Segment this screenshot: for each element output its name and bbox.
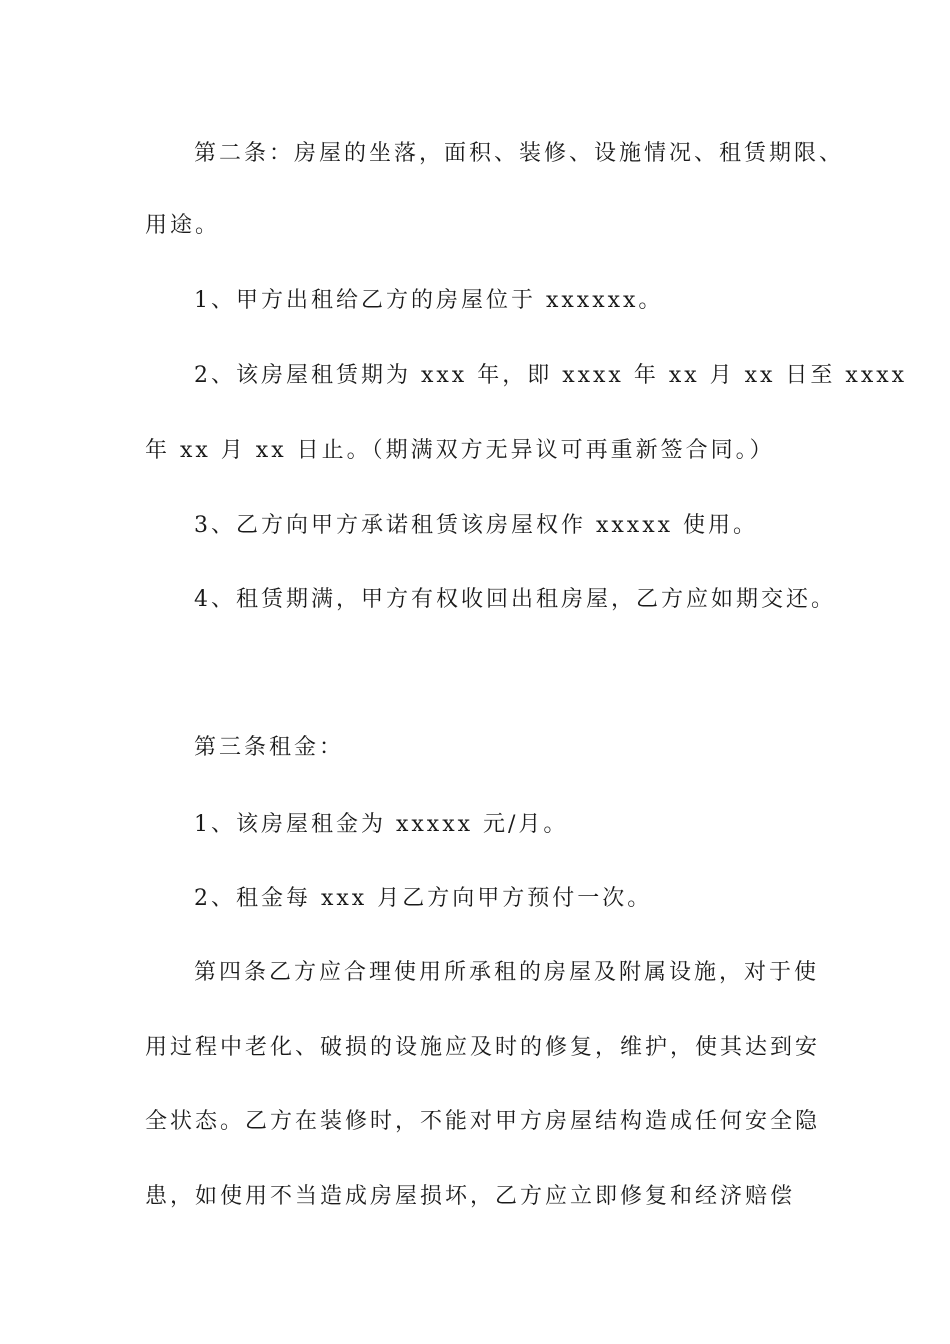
article2-item4: 4、租赁期满，甲方有权收回出租房屋，乙方应如期交还。 [194,587,836,612]
article2-item1: 1、甲方出租给乙方的房屋位于 xxxxxx。 [194,288,664,313]
article4-line3: 全状态。乙方在装修时，不能对甲方房屋结构造成任何安全隐 [145,1109,821,1134]
article3-item2: 2、租金每 xxx 月乙方向甲方预付一次。 [194,886,653,911]
article3-heading: 第三条租金： [194,735,345,760]
article2-item2-line1: 2、该房屋租赁期为 xxx 年，即 xxxx 年 xx 月 xx 日至 xxxx [194,363,908,388]
article4-line2: 用过程中老化、破损的设施应及时的修复，维护，使其达到安 [145,1035,821,1060]
article2-heading-line2: 用途。 [145,213,221,238]
article2-heading-line1: 第二条：房屋的坐落，面积、装修、设施情况、租赁期限、 [194,141,845,166]
article4-line1: 第四条乙方应合理使用所承租的房屋及附属设施，对于使 [194,960,820,985]
article3-item1: 1、该房屋租金为 xxxxx 元/月。 [194,812,569,837]
article2-item2-line2: 年 xx 月 xx 日止。（期满双方无异议可再重新签合同。） [145,438,775,463]
article4-line4: 患，如使用不当造成房屋损坏，乙方应立即修复和经济赔偿 [145,1184,796,1209]
article2-item3: 3、乙方向甲方承诺租赁该房屋权作 xxxxx 使用。 [194,513,759,538]
